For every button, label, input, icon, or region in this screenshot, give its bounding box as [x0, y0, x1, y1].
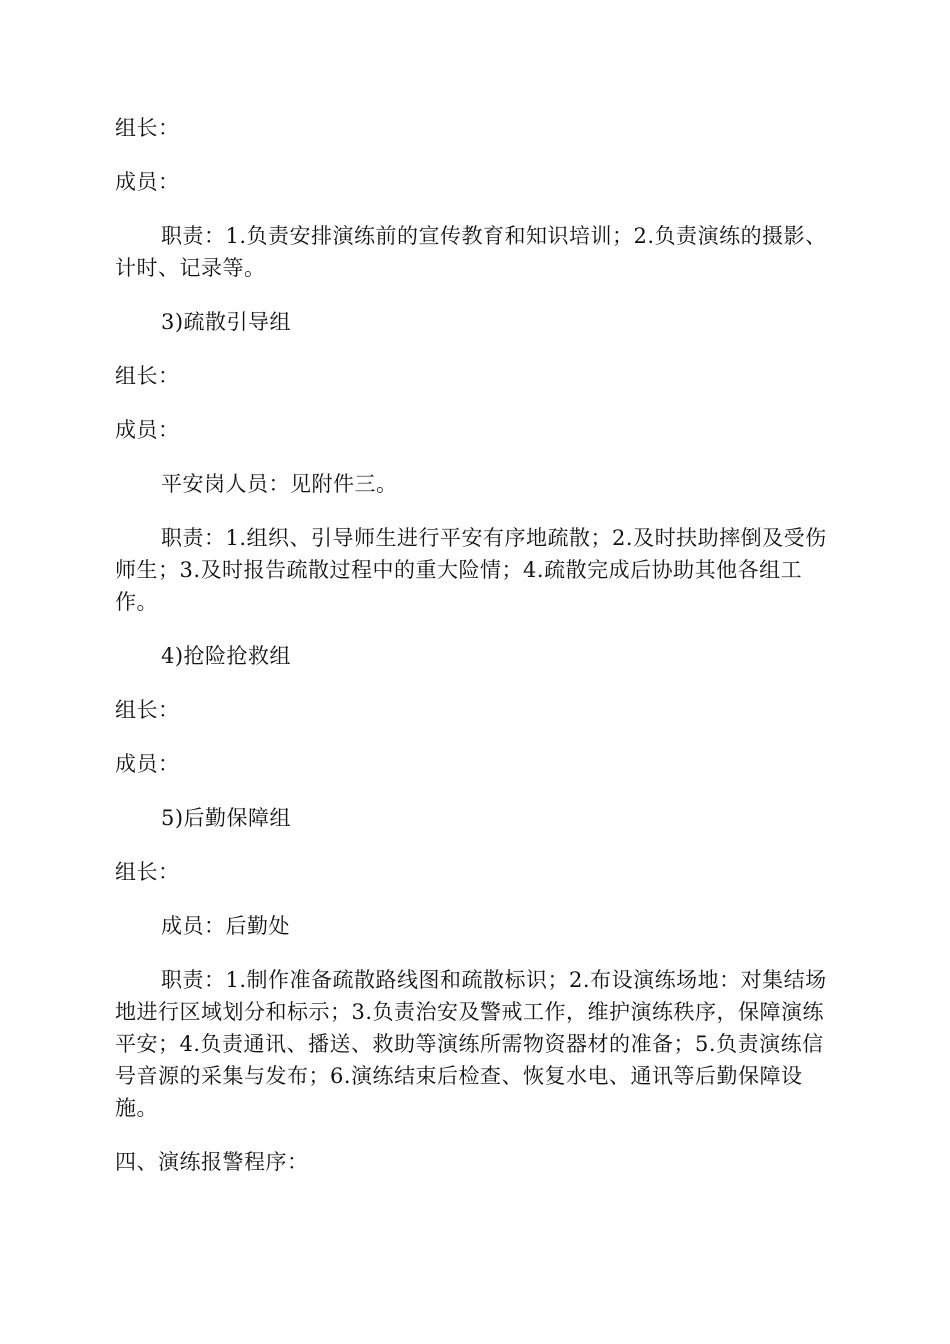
- group-leader-label: 组长：: [115, 364, 180, 388]
- safety-post-staff: 平安岗人员：见附件三。: [161, 472, 398, 496]
- chapter-heading: 四、演练报警程序：: [115, 1150, 309, 1174]
- group-members-label: 成员：: [115, 752, 180, 776]
- section-heading: 3)疏散引导组: [161, 310, 292, 334]
- duties-paragraph: 职责：1.负责安排演练前的宣传教育和知识培训；2.负责演练的摄影、计时、记录等。: [115, 224, 827, 280]
- group-leader-label: 组长：: [115, 860, 180, 884]
- duties-paragraph: 职责：1.组织、引导师生进行平安有序地疏散；2.及时扶助摔倒及受伤师生；3.及时报告疏散过程中的重大险情；4.疏散完成后协助其他各组工作。: [115, 526, 827, 614]
- section-heading: 5)后勤保障组: [161, 806, 292, 830]
- document-page: [115, 112, 835, 1200]
- group-members-label: 成员：: [115, 418, 180, 442]
- section-heading: 4)抢险抢救组: [161, 644, 292, 668]
- group-members-label: 成员：后勤处: [161, 914, 290, 938]
- group-members-label: 成员：: [115, 170, 180, 194]
- group-leader-label: 组长：: [115, 116, 180, 140]
- group-leader-label: 组长：: [115, 698, 180, 722]
- duties-paragraph: 职责：1.制作准备疏散路线图和疏散标识；2.布设演练场地：对集结场地进行区域划分和标示；3.负责治安及警戒工作，维护演练秩序，保障演练平安；4.负责通讯、播送、救助等演练所需物资器材的准备；5.负责演练信号音源的采集与发布；6.演练结束后检查、恢复水电、通讯等后勤保障设施。: [115, 968, 827, 1120]
